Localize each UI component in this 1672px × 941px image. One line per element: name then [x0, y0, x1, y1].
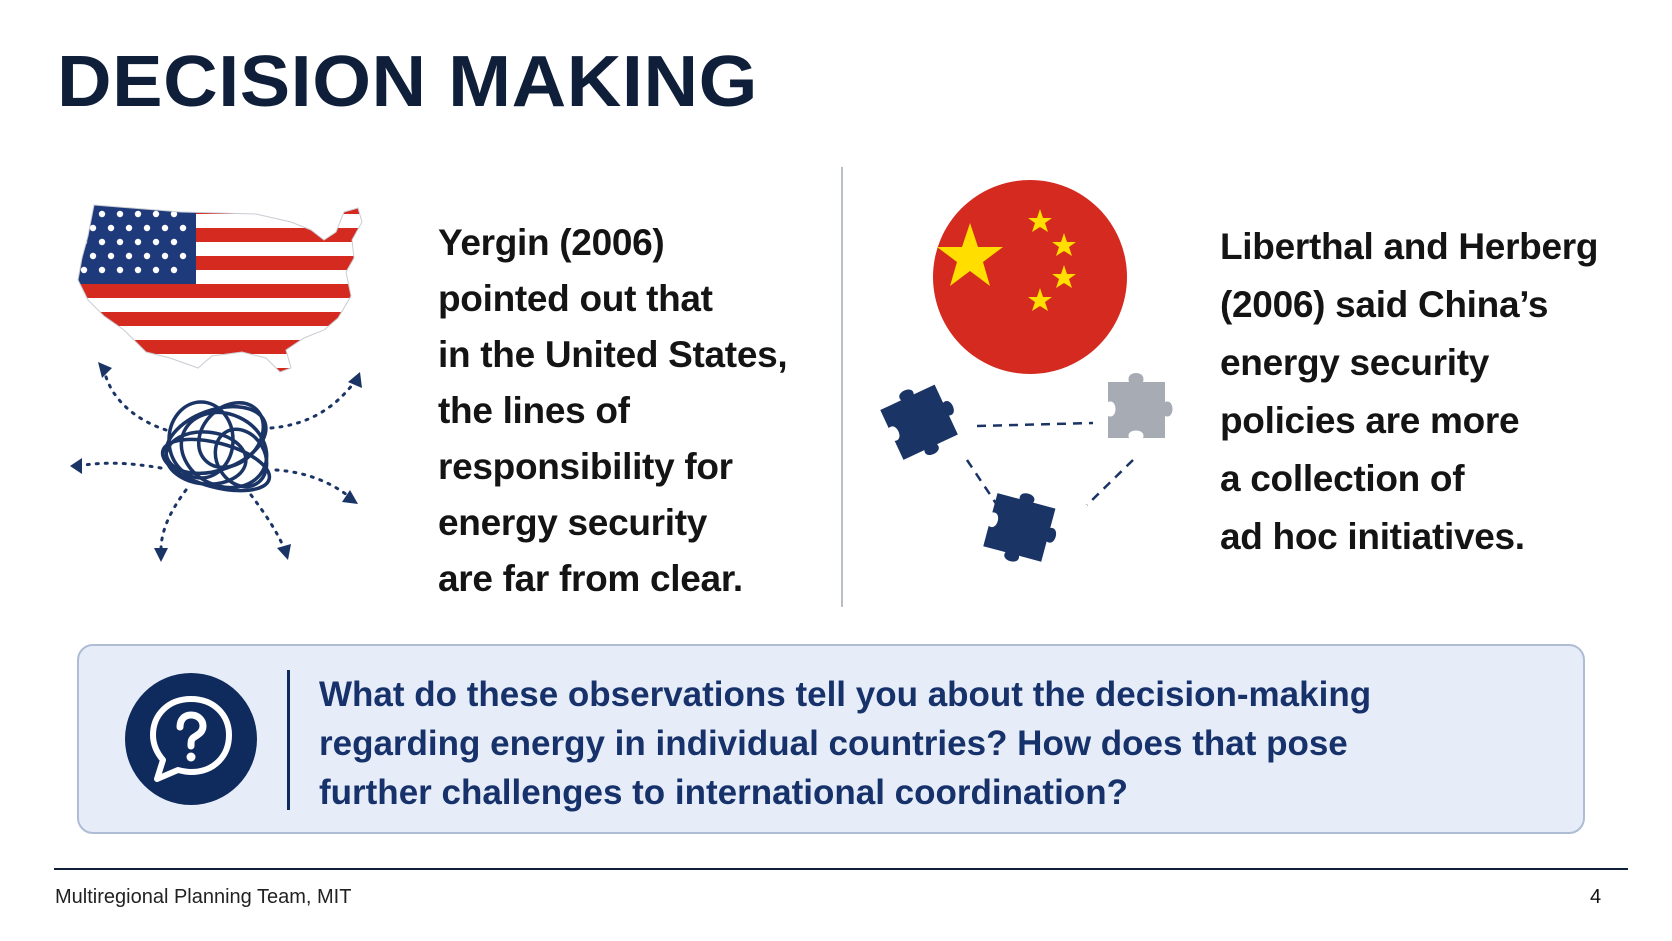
china-flag-circle-icon — [875, 175, 1195, 595]
right-text-line: Liberthal and Herberg — [1220, 226, 1599, 267]
page-number: 4 — [1590, 886, 1602, 908]
question-line: What do these observations tell you about the decision-making — [319, 675, 1372, 714]
slide-title: DECISION MAKING — [57, 42, 758, 122]
right-text — [1220, 218, 1598, 566]
puzzle-pieces-icon — [877, 373, 1172, 571]
left-text-line: Yergin (2006) — [438, 222, 665, 263]
footer-source: Multiregional Planning Team, MIT — [55, 886, 352, 908]
us-flag-map-icon — [66, 200, 396, 580]
footer-divider — [54, 868, 1628, 870]
left-text-line: responsibility for — [438, 446, 733, 487]
right-text-line: energy security — [1220, 342, 1490, 383]
left-text — [438, 215, 787, 607]
china-graphic — [875, 175, 1195, 595]
question-separator — [287, 670, 290, 810]
left-text-line: the lines of — [438, 390, 630, 431]
question-box — [77, 644, 1585, 834]
vertical-divider — [841, 167, 843, 607]
right-text-line: (2006) said China’s — [1220, 284, 1549, 325]
question-text — [319, 670, 1559, 817]
left-text-line: in the United States, — [438, 334, 788, 375]
tangled-lines-icon — [157, 390, 279, 501]
question-line: further challenges to international coordination? — [319, 773, 1128, 812]
right-text-line: policies are more — [1220, 400, 1520, 441]
left-text-line: energy security — [438, 502, 708, 543]
us-graphic — [66, 200, 396, 580]
question-bubble-icon — [123, 671, 259, 807]
right-text-line: a collection of — [1220, 458, 1465, 499]
left-text-line: are far from clear. — [438, 558, 743, 599]
left-text-line: pointed out that — [438, 278, 713, 319]
question-line: regarding energy in individual countries? How does that pose — [319, 724, 1348, 763]
right-text-line: ad hoc initiatives. — [1220, 516, 1525, 557]
